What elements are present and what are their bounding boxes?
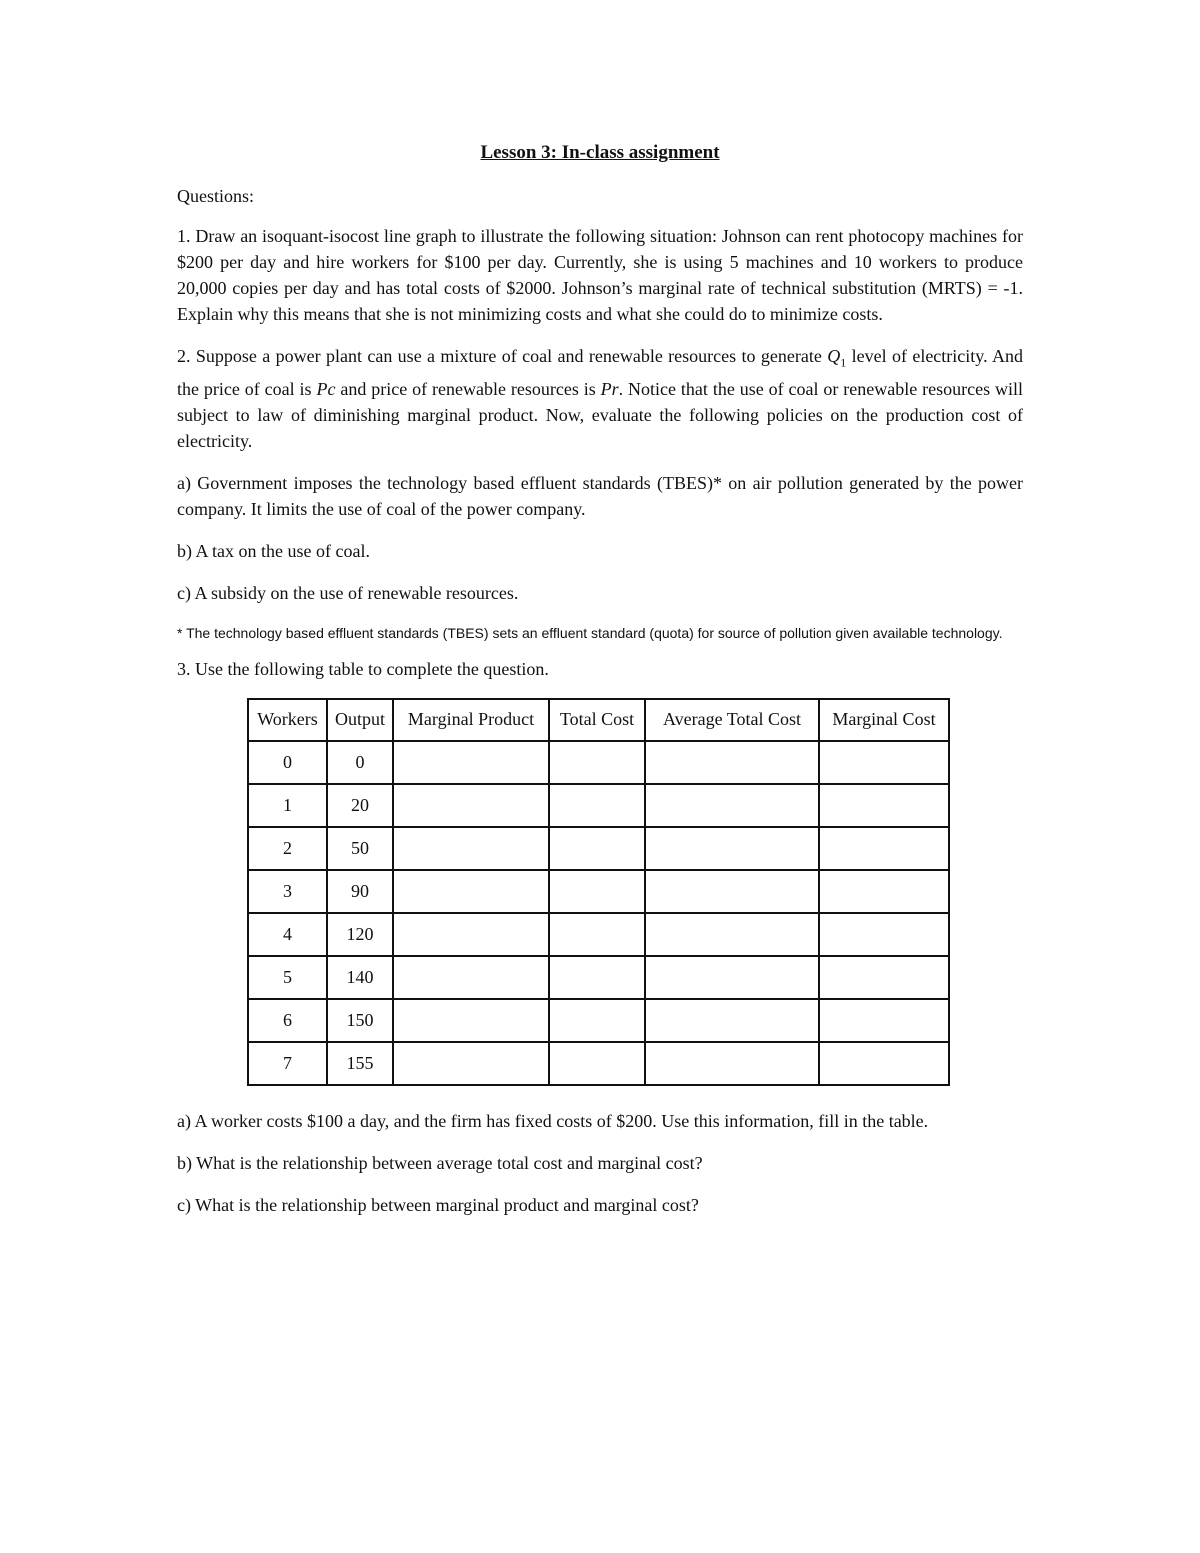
cell-output: 120 (327, 913, 393, 956)
footnote-tbes: * The technology based effluent standards (TBES) sets an effluent standard (quota) for source of pollution given available technology. (177, 624, 1003, 641)
question-2b: b) A tax on the use of coal. (177, 540, 370, 561)
cell-workers: 2 (248, 827, 327, 870)
pr-symbol: Pr (600, 378, 619, 399)
header-marginal-cost: Marginal Cost (819, 699, 949, 741)
question-2a: a) Government imposes the technology based effluent standards (TBES)* on air pollution generated by the power company. It limits the use of coal of the power company. (177, 472, 1023, 519)
cell-marginal-product (393, 1042, 549, 1085)
cell-average-total-cost (645, 999, 819, 1042)
cell-average-total-cost (645, 827, 819, 870)
table-row (248, 827, 949, 870)
questions-label: Questions: (177, 186, 255, 206)
cell-total-cost (549, 870, 645, 913)
cell-marginal-cost (819, 913, 949, 956)
cell-average-total-cost (645, 870, 819, 913)
question-1: 1. Draw an isoquant-isocost line graph to illustrate the following situation: Johnson can rent photocopy machines for $200 per day and hire workers for $100 per day. Currently, she is using 5 machines and 10 workers to produce 20,000 copies per day and has total costs of $2000. Johnson’s marginal rate of technical substitution (MRTS) = -1. Explain why this means that she is not minimizing costs and what she could do to minimize costs. (177, 226, 1023, 324)
question-2-intro (177, 343, 1023, 454)
cell-average-total-cost (645, 956, 819, 999)
cell-output: 150 (327, 999, 393, 1042)
header-workers: Workers (248, 699, 327, 741)
cell-workers: 1 (248, 784, 327, 827)
cell-total-cost (549, 956, 645, 999)
question-3-intro: 3. Use the following table to complete the question. (177, 658, 549, 679)
cell-marginal-cost (819, 784, 949, 827)
cell-output: 90 (327, 870, 393, 913)
cell-marginal-cost (819, 870, 949, 913)
cell-total-cost (549, 913, 645, 956)
q-symbol: Q (827, 346, 841, 366)
table-row (248, 913, 949, 956)
cell-average-total-cost (645, 913, 819, 956)
cell-total-cost (549, 1042, 645, 1085)
cell-output: 50 (327, 827, 393, 870)
q-subscript: 1 (840, 355, 847, 370)
cell-workers: 5 (248, 956, 327, 999)
cell-marginal-product (393, 870, 549, 913)
header-output: Output (327, 699, 393, 741)
cell-average-total-cost (645, 1042, 819, 1085)
table-row (248, 784, 949, 827)
pc-symbol: Pc (316, 378, 336, 399)
cell-average-total-cost (645, 784, 819, 827)
table-header-row (248, 699, 949, 741)
document-page (177, 140, 1023, 1234)
cell-workers: 3 (248, 870, 327, 913)
question-2c: c) A subsidy on the use of renewable resources. (177, 582, 519, 603)
cell-marginal-product (393, 999, 549, 1042)
cell-marginal-cost (819, 827, 949, 870)
cell-output: 155 (327, 1042, 393, 1085)
cell-average-total-cost (645, 741, 819, 784)
cell-output: 20 (327, 784, 393, 827)
question-3a: a) A worker costs $100 a day, and the firm has fixed costs of $200. Use this information, fill in the table. (177, 1110, 929, 1131)
cell-workers: 0 (248, 741, 327, 784)
question-2-text-d: . Notice that the use of coal or renewable resources will subject to law of diminishing marginal product. Now, evaluate the following policies on the production cost of electricity. (177, 378, 1023, 451)
cost-table (247, 698, 950, 1086)
table-row (248, 956, 949, 999)
cost-table-wrapper (247, 698, 1023, 1086)
cell-marginal-product (393, 784, 549, 827)
cell-marginal-product (393, 741, 549, 784)
question-3c: c) What is the relationship between marginal product and marginal cost? (177, 1194, 699, 1215)
table-row (248, 1042, 949, 1085)
cell-marginal-cost (819, 999, 949, 1042)
cell-marginal-product (393, 827, 549, 870)
header-total-cost: Total Cost (549, 699, 645, 741)
cell-workers: 6 (248, 999, 327, 1042)
question-2-text-a: 2. Suppose a power plant can use a mixture of coal and renewable resources to generate (177, 346, 828, 366)
cell-marginal-cost (819, 741, 949, 784)
cell-output: 0 (327, 741, 393, 784)
question-2-text-c: and price of renewable resources is (335, 378, 601, 399)
header-average-total-cost: Average Total Cost (645, 699, 819, 741)
table-row (248, 741, 949, 784)
cell-output: 140 (327, 956, 393, 999)
cell-total-cost (549, 999, 645, 1042)
question-3b: b) What is the relationship between average total cost and marginal cost? (177, 1152, 703, 1173)
question-2-text-b: level of electricity. And the price of coal is (177, 346, 1023, 399)
page-title: Lesson 3: In-class assignment (480, 142, 720, 163)
table-row (248, 999, 949, 1042)
cell-marginal-cost (819, 1042, 949, 1085)
cell-marginal-cost (819, 956, 949, 999)
table-row (248, 870, 949, 913)
cell-workers: 7 (248, 1042, 327, 1085)
cell-total-cost (549, 741, 645, 784)
cell-workers: 4 (248, 913, 327, 956)
cell-marginal-product (393, 913, 549, 956)
cell-total-cost (549, 827, 645, 870)
cell-marginal-product (393, 956, 549, 999)
cell-total-cost (549, 784, 645, 827)
header-marginal-product: Marginal Product (393, 699, 549, 741)
